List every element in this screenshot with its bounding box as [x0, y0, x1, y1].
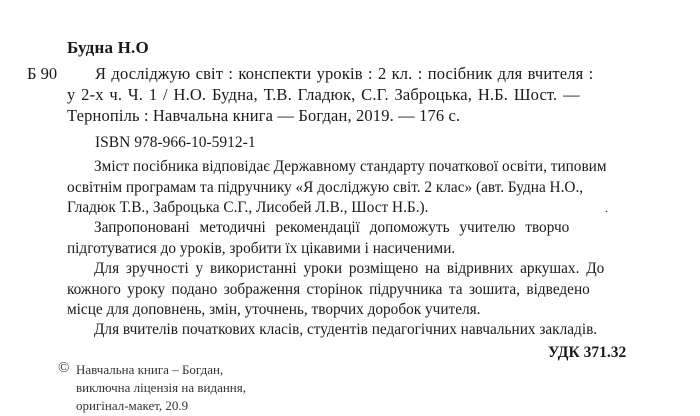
copyright-line: Навчальна книга – Богдан,	[76, 362, 224, 377]
library-code: Б 90	[27, 64, 58, 83]
udk-code: УДК 371.32	[548, 344, 627, 361]
annotation-line: підготуватися до уроків, зробити їх цікавими і насиченими.	[67, 240, 456, 257]
annotation-line: Гладюк Т.В., Заброцька С.Г., Лисобей Л.В., Шост Н.Б.).	[67, 199, 429, 216]
annotation-line: кожного уроку подано зображення сторінок підручника та зошита, відведено	[67, 281, 590, 298]
annotation-line: Зміст посібника відповідає Державному стандарту початкової освіти, типовим	[94, 158, 607, 175]
biblio-line: Тернопіль : Навчальна книга — Богдан, 2019. — 176 с.	[67, 106, 461, 125]
author-heading: Будна Н.О	[67, 38, 149, 57]
annotation-line: Запропоновані методичні рекомендації допоможуть учителю творчо	[94, 219, 570, 236]
biblio-line: Я досліджую світ : конспекти уроків : 2 кл. : посібник для вчителя :	[95, 64, 594, 83]
isbn: ISBN 978-966-10-5912-1	[95, 134, 256, 151]
biblio-line: у 2-х ч. Ч. 1 / Н.О. Будна, Т.В. Гладюк, С.Г. Заброцька, Н.Б. Шост. —	[67, 85, 580, 104]
annotation-line: місце для доповнень, змін, уточнень, творчих доробок учителя.	[67, 301, 481, 318]
stray-mark: .	[605, 201, 608, 215]
annotation-line: Для зручності у використанні уроки розміщено на відривних аркушах. До	[94, 260, 605, 277]
annotation-line: Для вчителів початкових класів, студентів педагогічних навчальних закладів.	[94, 321, 598, 338]
annotation-line: освітнім програмам та підручнику «Я досліджую світ. 2 клас» (авт. Будна Н.О.,	[67, 179, 584, 196]
copyright-line: виключна ліцензія на видання,	[76, 380, 246, 395]
copyright-line: оригінал-макет, 20.9	[76, 398, 189, 413]
copyright-icon: ©	[58, 360, 70, 376]
